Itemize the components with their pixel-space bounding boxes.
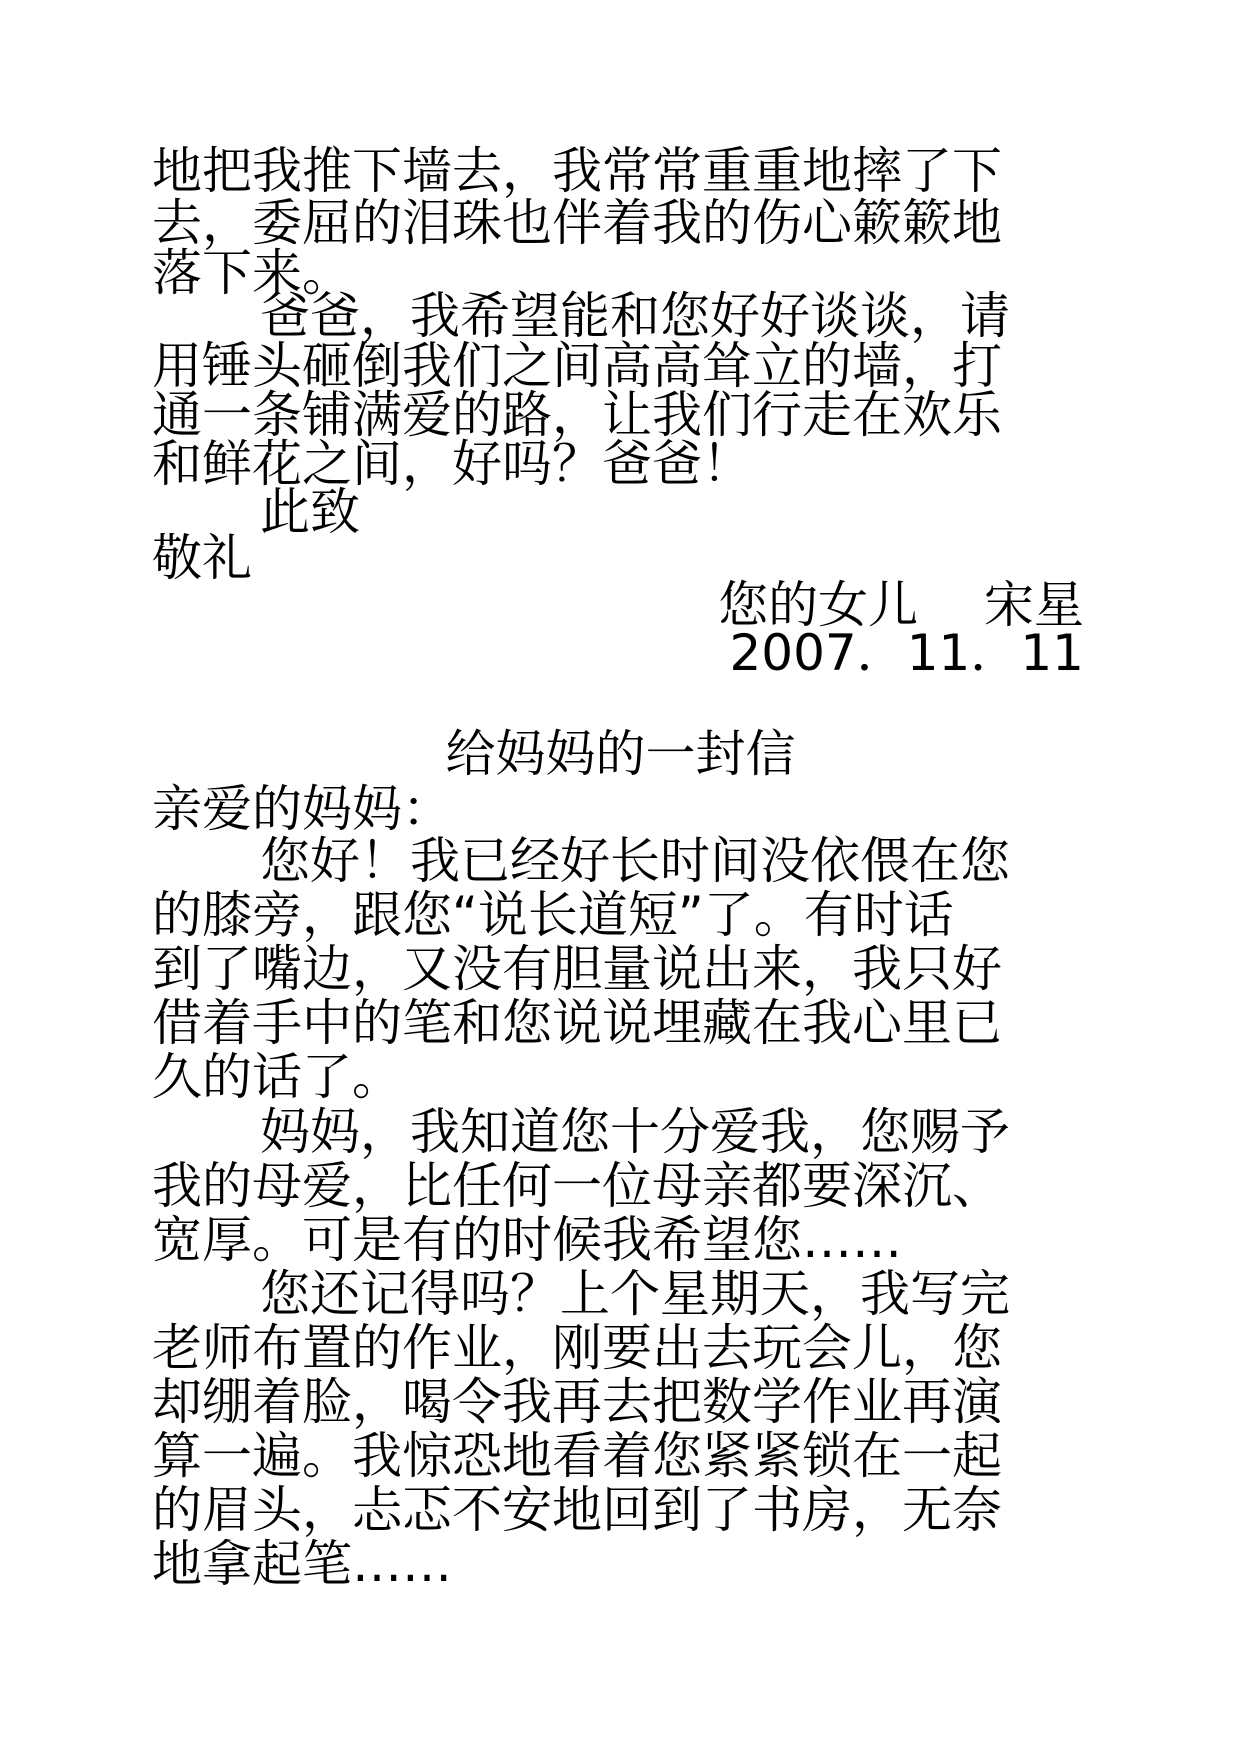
text-line: 久的话了。 [152,1048,402,1106]
text-line: 妈妈，我知道您十分爱我，您赐予 [260,1103,1010,1161]
closing-line: 此致 [260,483,360,541]
letter-title: 给妈妈的一封信 [445,725,796,783]
text-line: 到了嘴边，又没有胆量说出来，我只好 [152,940,1002,998]
text-line: 却绷着脸，喝令我再去把数学作业再演 [152,1373,1002,1431]
text-line: 和鲜花之间，好吗？爸爸！ [152,435,752,493]
closing-line: 敬礼 [152,529,252,587]
date: 2007．11．11 [729,624,1084,682]
text-line: 老师布置的作业，刚要出去玩会儿，您 [152,1319,1002,1377]
text-line: 借着手中的笔和您说说埋藏在我心里已 [152,994,1002,1052]
text-line: 落下来。 [152,244,352,302]
text-line: 地拿起笔…… [152,1535,452,1593]
text-line: 宽厚。可是有的时候我希望您…… [152,1211,902,1269]
text-line: 用锤头砸倒我们之间高高耸立的墙，打 [152,337,1002,395]
text-line: 您还记得吗？上个星期天，我写完 [260,1265,1010,1323]
salutation: 亲爱的妈妈： [152,780,452,838]
signature: 您的女儿 宋星 [718,576,1084,634]
text-line: 算一遍。我惊恐地看着您紧紧锁在一起 [152,1427,1002,1485]
text-line: 通一条铺满爱的路，让我们行走在欢乐 [152,386,1002,444]
text-line: 您好！我已经好长时间没依偎在您 [260,832,1010,890]
text-line: 我的母爱，比任何一位母亲都要深沉、 [152,1157,1002,1215]
text-line: 爸爸，我希望能和您好好谈谈，请 [260,287,1010,345]
text-line: 的膝旁，跟您“说长道短”了。有时话 [152,886,954,944]
text-line: 的眉头，忐忑不安地回到了书房，无奈 [152,1481,1002,1539]
text-line: 地把我推下墙去，我常常重重地摔了下 [152,142,1002,200]
text-line: 去，委屈的泪珠也伴着我的伤心簌簌地 [152,194,1002,252]
